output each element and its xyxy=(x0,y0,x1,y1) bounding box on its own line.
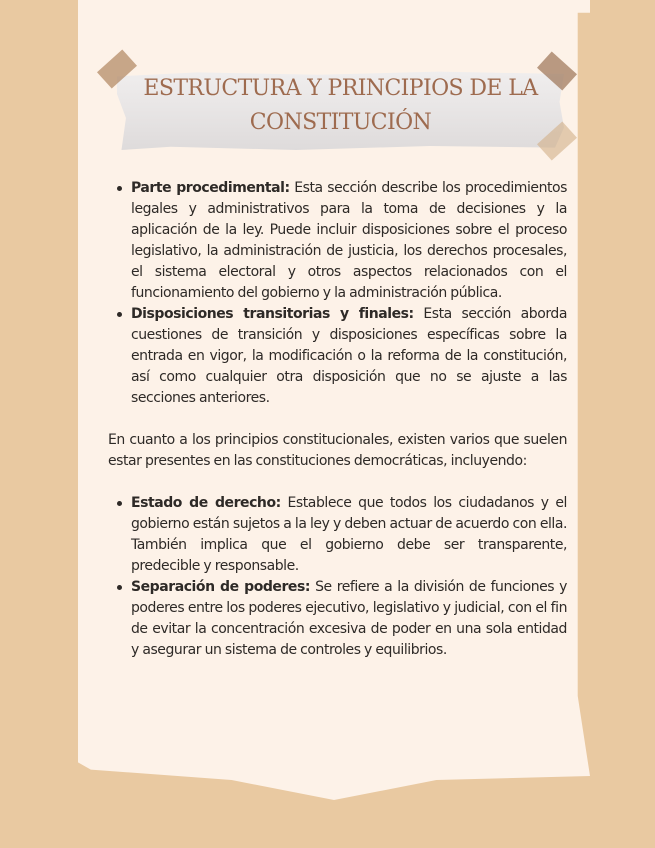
item-text: Esta sección aborda cuestiones de transición y disposiciones específicas sobre la entrada en vigor, la modificación o la reforma de la constitución, así como cualquier otra disposición que no se ajuste a las secciones anteriores. xyxy=(131,306,567,406)
title-line-2: CONSTITUCIÓN xyxy=(249,110,432,135)
item-text: Se refiere a la división de funciones y poderes entre los poderes ejecutivo, legislativo y judicial, con el fin de evitar la concentración excesiva de poder en una sola entidad y asegurar un sistema de controles y equilibrios. xyxy=(131,579,567,658)
principles-list xyxy=(108,493,567,661)
principles-intro-paragraph: En cuanto a los principios constitucionales, existen varios que suelen estar presentes en las constituciones democráticas, incluyendo: xyxy=(108,432,567,469)
page-title xyxy=(117,72,564,140)
item-label: Parte procedimental: xyxy=(131,180,290,196)
item-label: Separación de poderes: xyxy=(131,579,311,595)
item-text: Establece que todos los ciudadanos y el gobierno están sujetos a la ley y deben actuar de acuerdo con ella. También implica que el gobierno debe ser transparente, predecible y responsable. xyxy=(131,495,567,574)
list-item xyxy=(131,577,567,661)
list-item xyxy=(131,493,567,577)
structure-list xyxy=(108,178,567,409)
title-line-1: ESTRUCTURA Y PRINCIPIOS DE LA xyxy=(143,76,538,101)
list-item xyxy=(131,304,567,409)
list-item xyxy=(131,178,567,304)
item-text: Esta sección describe los procedimientos legales y administrativos para la toma de decisiones y la aplicación de la ley. Puede incluir disposiciones sobre el proceso legislativo, la administración de justicia, los derechos procesales, el sistema electoral y otros aspectos relacionados con el funcionamiento del gobierno y la administración pública. xyxy=(131,180,567,301)
document-body xyxy=(108,178,567,661)
item-label: Disposiciones transitorias y finales: xyxy=(131,306,414,322)
item-label: Estado de derecho: xyxy=(131,495,281,511)
